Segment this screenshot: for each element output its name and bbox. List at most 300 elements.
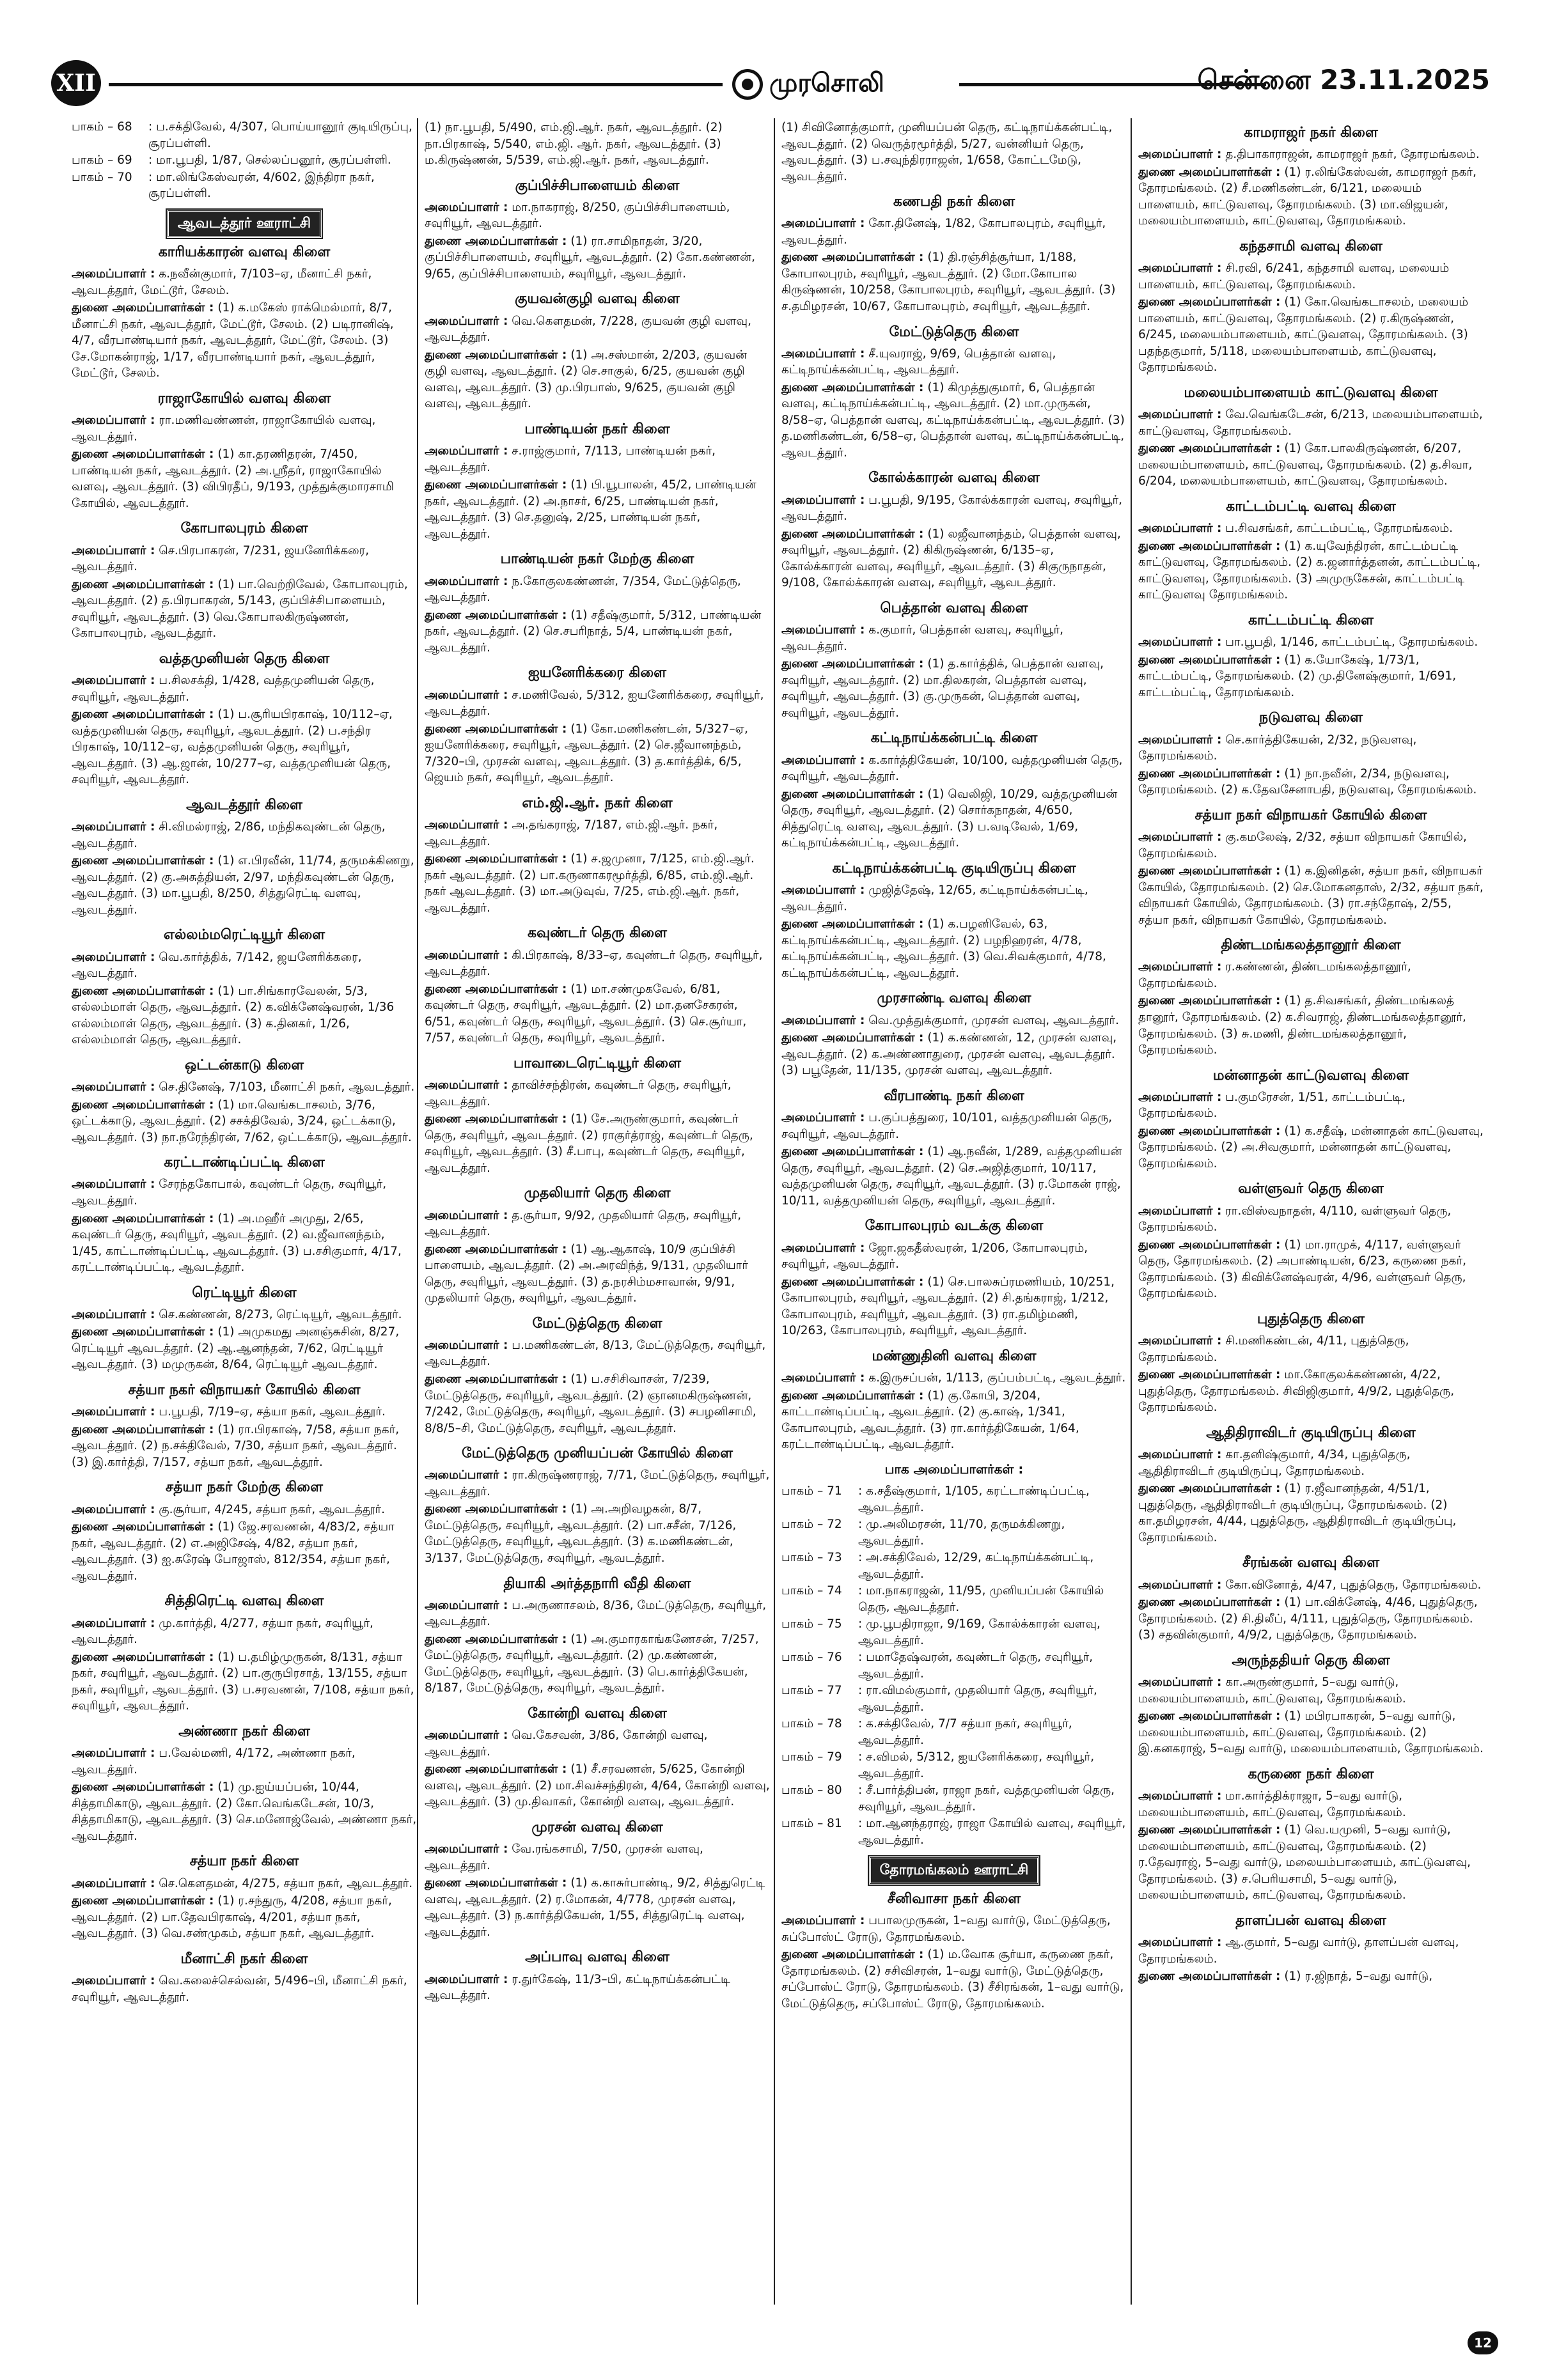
deputy-label: துணை அமைப்பாளர்கள் : [425, 1372, 567, 1386]
organizer-text: கா.தனிஷ்குமார், 4/34, புதுத்தெரு, ஆதிதிராவிடர் குடியிருப்பு, தோரமங்கலம். [1138, 1448, 1411, 1478]
deputy-label: துணை அமைப்பாளர்கள் : [425, 1632, 567, 1646]
branch-title: பாவாடைரெட்டியூர் கிளை [513, 1055, 681, 1071]
organizer-label: அமைப்பாளர் : [425, 1598, 508, 1612]
deputy-label: துணை அமைப்பாளர்கள் : [781, 251, 924, 265]
organizer-text: அ.தங்கராஜ், 7/187, எம்.ஜி.ஆர். நகர், ஆவடத்தூர். [425, 818, 718, 848]
deputy-label: துணை அமைப்பாளர்கள் : [72, 854, 214, 868]
deputy-organizers-entry [72, 446, 417, 511]
deputy-text: (1) க.சதீஷ், மன்னாதன் காட்டுவளவு, தோரமங்கலம். (2) அ.சிவகுமார், மன்னாதன் காட்டுவளவு, தோரமங்கலம். [1138, 1124, 1484, 1171]
organizer-entry [72, 949, 417, 982]
deputy-organizers-entry [72, 983, 417, 1048]
deputy-label: துணை அமைப்பாளர்கள் : [72, 1325, 214, 1339]
deputy-organizers-entry [72, 853, 417, 918]
deputy-text: (1) க.கண்ணன், 12, முரசன் வளவு, ஆவடத்தூர். (2) க.அண்ணாதுரை, முரசன் வளவு, ஆவடத்தூர். (3) பபூதேன், 11/135, முரசன் வளவு, ஆவடத்தூர். [781, 1031, 1117, 1078]
organizer-entry [781, 1913, 1127, 1945]
deputy-text: (1) ரா.பிரகாஷ், 7/58, சத்யா நகர், ஆவடத்தூர். (2) ந.சக்திவேல், 7/30, சத்யா நகர், ஆவடத்தூர். (3) இ.கார்த்தி, 7/157, சத்யா நகர், ஆவடத்தூர். [72, 1422, 400, 1469]
deputy-organizers-entry [72, 1097, 417, 1146]
organizer-text: செ.கெளதமன், 4/275, சத்யா நகர், ஆவடத்தூர். [159, 1876, 413, 1890]
organizer-entry [425, 1337, 770, 1370]
deputy-text: (1) ஆ.நவீன், 1/289, வத்தமுனியன் தெரு, சவுரியூர், ஆவடத்தூர். (2) செ.அஜித்குமார், 10/117, வத்தமுனியன் தெரு, சவுரியூர், ஆவடத்தூர். (3) ர.மோகன் ராஜ், 10/11, வத்தமுனியன் தெரு, சவுரியூர், ஆவடத்தூர். [781, 1145, 1122, 1208]
organizer-label: அமைப்பாளர் : [425, 1468, 508, 1482]
ward-entry [781, 1716, 1127, 1748]
deputy-text: (1) நா.பூபதி, 5/490, எம்.ஜி.ஆர். நகர், ஆவடத்தூர். (2) நா.பிரகாஷ், 5/540, எம்.ஜி. ஆர். நகர், ஆவடத்தூர். (3) ம.கிருஷ்ணன், 5/539, எம்.ஜி.ஆர். நகர், ஆவடத்தூர். [425, 121, 723, 167]
branch-title: வீரபாண்டி நகர் கிளை [884, 1087, 1024, 1104]
ward-number: பாகம் – 72 [781, 1518, 842, 1532]
branch-title: அண்ணா நகர் கிளை [178, 1723, 310, 1739]
deputy-organizers-entry [781, 1144, 1127, 1209]
organizer-label: அமைப்பாளர் : [1138, 1578, 1222, 1592]
deputy-label: துணை அமைப்பாளர்கள் : [72, 1211, 214, 1225]
branch-title: தியாகி அர்த்தநாரி வீதி கிளை [503, 1575, 691, 1592]
deputy-text: (1) ர.லிங்கேஸ்வன், காமராஜர் நகர், தோரமங்கலம். (2) சீ.மணிகண்டன், 6/121, மலையம் பாளையம், காட்டுவளவு, தோரமங்கலம். (3) மா.விஜயன், மலையம்பாளையம், காட்டுவளவு, தோரமங்கலம். [1138, 165, 1476, 228]
organizer-text: செ.கண்ணன், 8/273, ரெட்டியூர், ஆவடத்தூர். [159, 1307, 402, 1321]
deputy-organizers-entry [72, 1324, 417, 1373]
organizer-label: அமைப்பாளர் : [1138, 1676, 1222, 1690]
organizer-label: அமைப்பாளர் : [425, 200, 508, 214]
branch-title: மீனாட்சி நகர் கிளை [180, 1950, 308, 1967]
ward-number: பாகம் – 75 [781, 1617, 842, 1631]
deputy-organizers-entry [425, 607, 770, 657]
organizer-label: அமைப்பாளர் : [72, 1746, 155, 1761]
branch-title: வத்தமுனியன் தெரு கிளை [159, 650, 330, 667]
organizer-text: சேரந்தகோபால், கவுண்டர் தெரு, சவுரியூர், ஆவடத்தூர். [72, 1178, 387, 1208]
deputy-text: (1) க.இனிதன், சத்யா நகர், விநாயகர் கோயில், தோரமங்கலம். (2) செ.மோகனதாஸ், 2/32, சத்யா நகர், விநாயகர் கோயில், தோரமங்கலம். (3) ரா.சந்தோஷ், 2/55, சத்யா நகர், விநாயகர் கோயில், தோரமங்கலம். [1138, 864, 1484, 927]
deputy-organizers-entry [425, 851, 770, 916]
organizer-entry [781, 1370, 1127, 1387]
paper-name [732, 64, 950, 105]
organizer-label: அமைப்பாளர் : [72, 1616, 155, 1630]
branch-section [425, 1948, 770, 2003]
branch-section [425, 290, 770, 412]
deputy-text: (1) மா.ராமுக், 4/117, வள்ளுவர் தெரு, தோரமங்கலம். (2) அபாண்டியன், 6/23, கருணை நகர், தோரமங்கலம். (3) கிவிக்னேஷ்வரன், 4/96, வள்ளுவர் தெரு, தோரமங்கலம். [1138, 1238, 1467, 1301]
branch-title: கோல்க்காரன் வளவு கிளை [868, 470, 1040, 486]
branch-title: கட்டிநாய்க்கன்பட்டி குடியிருப்பு கிளை [832, 860, 1076, 876]
ward-number: பாகம் – 74 [781, 1584, 842, 1598]
organizer-entry [72, 1404, 417, 1420]
panchayat-banner-wrap [72, 210, 417, 238]
ward-entry [72, 169, 417, 202]
deputy-organizers-entry [781, 1388, 1127, 1453]
organizer-label: அமைப்பாளர் : [72, 1405, 155, 1419]
deputy-text: (1) அ.மஹீர் அமுது, 2/65, கவுண்டர் தெரு, சவுரியூர், ஆவடத்தூர். (2) வ.ஜீவானந்தம், 1/45, காட்டாண்டிப்பட்டி, ஆவடத்தூர். (3) ப.சசிகுமார், 4/17, கரட்டாண்டிப்பட்டி, ஆவடத்தூர். [72, 1211, 402, 1275]
branch-section [1138, 1066, 1484, 1172]
branch-section [1138, 237, 1484, 376]
branch-title: முரசன் வளவு கிளை [531, 1819, 663, 1835]
branch-section [1138, 123, 1484, 229]
organizer-text: க.இருசப்பன், 1/113, குப்பம்பட்டி, ஆவடத்தூர். [868, 1371, 1126, 1385]
ward-organizer: : ச.விமல், 5/312, ஐயனேரிக்கரை, சவுரியூர், ஆவடத்தூர். [858, 1750, 1095, 1780]
organizer-text: செ.தினேஷ், 7/103, மீனாட்சி நகர், ஆவடத்தூர். [159, 1080, 415, 1094]
branch-title: குப்பிச்சிபாளையம் கிளை [515, 177, 680, 194]
deputy-label: துணை அமைப்பாளர்கள் : [1138, 295, 1281, 309]
branch-title: கணபதி நகர் கிளை [893, 194, 1015, 210]
deputy-label: துணை அமைப்பாளர்கள் : [72, 301, 214, 315]
deputy-label: துணை அமைப்பாளர்கள் : [425, 1242, 567, 1256]
deputy-label: துணை அமைப்பாளர்கள் : [425, 982, 567, 996]
branch-section [72, 389, 417, 511]
organizer-label: அமைப்பாளர் : [72, 414, 155, 428]
ward-organizer: : மு.பூபதிராஜா, 9/169, கோல்க்காரன் வளவு, ஆவடத்தூர். [858, 1617, 1100, 1647]
organizer-text: வெ.கேசவன், 3/86, கோன்றி வளவு, ஆவடத்தூர். [425, 1729, 708, 1759]
organizer-text: பா.பூபதி, 1/146, காட்டம்பட்டி, தோரமங்கலம். [1225, 635, 1478, 649]
organizer-label: அமைப்பாளர் : [425, 444, 508, 458]
branch-title: ரெட்டியூர் கிளை [192, 1284, 297, 1301]
deputy-organizers-entry [1138, 1594, 1484, 1644]
ward-entry [781, 1649, 1127, 1682]
deputy-organizers-entry [425, 347, 770, 412]
deputy-organizers-entry [1138, 1123, 1484, 1172]
branch-section [72, 519, 417, 641]
deputy-text: (1) க.யுவேந்திரன், காட்டம்பட்டி காட்டுவளவு, தோரமங்கலம். (2) க.ஜனார்த்தனன், காட்டம்பட்டி, காட்டுவளவு, தோரமங்கலம். (3) அமுருகேசன், காட்டம்பட்டி காட்டுவளவு தோரமங்கலம். [1138, 539, 1481, 602]
organizer-entry [1138, 829, 1484, 862]
ward-organizer: : அ.சக்திவேல், 12/29, கட்டிநாய்க்கன்பட்டி, ஆவடத்தூர். [858, 1551, 1094, 1581]
organizer-entry [1138, 260, 1484, 293]
organizer-label: அமைப்பாளர் : [425, 314, 508, 328]
organizer-label: அமைப்பாளர் : [781, 493, 865, 507]
organizer-label: அமைப்பாளர் : [72, 950, 155, 964]
branch-section [72, 1056, 417, 1146]
branch-title: நடுவளவு கிளை [1258, 710, 1363, 726]
branch-title: முதலியார் தெரு கிளை [524, 1185, 671, 1202]
deputy-label: துணை அமைப்பாளர்கள் : [781, 1275, 924, 1289]
branch-title: காட்டம்பட்டி கிளை [1248, 612, 1374, 628]
ward-organizer: : மு.அலிமரசன், 11/70, தருமக்கிணறு, ஆவடத்தூர். [858, 1518, 1065, 1548]
organizer-entry [425, 1467, 770, 1500]
organizer-entry [425, 1208, 770, 1240]
branch-section [425, 664, 770, 786]
deputy-text: (1) த.சிவசங்கர், திண்டமங்கலத் தானூர், தோரமங்கலம். (2) க.சிவராஜ், திண்டமங்கலத்தானூர், தோரமங்கலம். (3) சு.மணி, திண்டமங்கலத்தானூர், தோரமங்கலம். [1138, 994, 1466, 1057]
organizer-text: ப.குமரேசன், 1/51, காட்டம்பட்டி, தோரமங்கலம். [1138, 1090, 1406, 1121]
deputy-organizers-entry [72, 1211, 417, 1276]
organizer-entry [72, 1307, 417, 1323]
organizer-label: அமைப்பாளர் : [1138, 408, 1222, 422]
organizer-text: வே.ரங்கசாமி, 7/50, முரசன் வளவு, ஆவடத்தூர். [425, 1842, 703, 1872]
organizer-label: அமைப்பாளர் : [425, 574, 508, 588]
deputy-organizers-entry [1138, 1367, 1484, 1416]
organizer-text: தாவிச்சந்திரன், கவுண்டர் தெரு, சவுரியூர், ஆவடத்தூர். [425, 1078, 732, 1108]
page-number: 12 [1468, 2331, 1498, 2354]
branch-title: பெத்தான் வளவு கிளை [880, 600, 1028, 616]
deputy-text: (1) க.யோகேஷ், 1/73/1, காட்டம்பட்டி, தோரமங்கலம். (2) மு.தினேஷ்குமார், 1/691, காட்டம்பட்டி, தோரமங்கலம். [1138, 653, 1457, 699]
organizer-text: மா.கார்த்திக்ராஜா, 5–வது வார்டு, மலையம்பாளையம், காட்டுவளவு, தோரமங்கலம். [1138, 1789, 1406, 1819]
organizer-entry [425, 687, 770, 720]
deputy-organizers-entry [425, 1501, 770, 1566]
organizer-label: அமைப்பாளர் : [1138, 1204, 1222, 1218]
organizer-text: சி.மணிகண்டன், 4/11, புதுத்தெரு, தோரமங்கலம். [1138, 1334, 1409, 1364]
organizer-label: அமைப்பாளர் : [781, 1013, 865, 1027]
organizer-entry [72, 1973, 417, 2005]
branch-title: முரசாண்டி வளவு கிளை [877, 990, 1031, 1007]
organizer-text: ந.கோகுலகண்ணன், 7/354, மேட்டுத்தெரு, ஆவடத்தூர். [425, 574, 741, 605]
organizer-entry [781, 622, 1127, 655]
organizer-entry [72, 1079, 417, 1096]
organizer-entry [781, 346, 1127, 378]
deputy-organizers-entry [425, 981, 770, 1046]
deputy-label: துணை அமைப்பாளர்கள் : [425, 1112, 567, 1126]
ward-entry [781, 1782, 1127, 1815]
organizer-text: செ.பிரபாகரன், 7/231, ஜயனேரிக்கரை, ஆவடத்தூர். [72, 543, 370, 574]
branch-section [72, 796, 417, 918]
deputy-organizers-entry [1138, 1708, 1484, 1757]
deputy-organizers-entry [781, 380, 1127, 462]
deputy-text: (1) அமுகமது அனஞ்சுசின், 8/27, ரெட்டியூர் ஆவடத்தூர். (2) ஆ.ஆனந்தன், 7/62, ரெட்டியூர் ஆவடத்தூர். (3) மமுருகன், 8/64, ரெட்டியூர் ஆவடத்தூர். [72, 1325, 400, 1372]
branch-title: ஐயனேரிக்கரை கிளை [528, 665, 666, 681]
deputy-text: (1) மபிரபாகரன், 5–வது வார்டு, மலையம்பாளையம், காட்டுவளவு, தோரமங்கலம். (2) இ.கனகராஜ், 5–வது வார்டு, மலையம்பாளையம், தோரமங்கலம். [1138, 1709, 1484, 1756]
ward-organizer: : சீ.பார்த்திபன், ராஜா நகர், வத்தமுனியன் தெரு, சவுரியூர், ஆவடத்தூர். [858, 1784, 1115, 1814]
branch-title: மேட்டுத்தெரு முனியப்பன் கோயில் கிளை [461, 1445, 733, 1462]
organizer-entry [1138, 1577, 1484, 1594]
branch-title: தாளப்பன் வளவு கிளை [1235, 1912, 1386, 1929]
deputy-organizers-entry [72, 577, 417, 642]
branch-section [425, 1575, 770, 1697]
organizer-text: மு.கார்த்தி, 4/277, சத்யா நகர், சவுரியூர், ஆவடத்தூர். [72, 1616, 373, 1647]
column-divider [417, 118, 418, 2305]
organizer-label: அமைப்பாளர் : [425, 1208, 508, 1222]
branch-title: ராஜாகோயில் வளவு கிளை [157, 390, 331, 407]
deputy-label: துணை அமைப்பாளர்கள் : [1138, 1709, 1281, 1723]
organizer-entry [1138, 1203, 1484, 1236]
organizer-label: அமைப்பாளர் : [1138, 1334, 1222, 1348]
branch-title: வள்ளுவர் தெரு கிளை [1238, 1181, 1384, 1197]
branch-section [781, 1347, 1127, 1453]
organizer-entry [781, 1013, 1127, 1029]
masthead-rule-left [109, 83, 723, 86]
organizer-label: அமைப்பாளர் : [72, 1974, 155, 1988]
ward-organizer: : க.சக்திவேல், 7/7 சத்யா நகர், சவுரியூர், ஆவடத்தூர். [858, 1717, 1072, 1747]
organizer-text: ப.பூபதி, 9/195, கோல்க்காரன் வளவு, சவுரியூர், ஆவடத்தூர். [781, 493, 1123, 524]
ward-entry [72, 119, 417, 152]
organizer-entry [425, 947, 770, 980]
deputy-label: துணை அமைப்பாளர்கள் : [425, 1762, 567, 1777]
organizer-entry [72, 543, 417, 575]
organizer-label: அமைப்பாளர் : [1138, 1090, 1222, 1104]
deputy-label: துணை அமைப்பாளர்கள் : [72, 708, 214, 722]
deputy-organizers-entry [781, 120, 1127, 185]
organizer-label: அமைப்பாளர் : [1138, 1789, 1222, 1803]
deputy-organizers-entry [425, 1875, 770, 1940]
organizer-entry [1138, 1674, 1484, 1707]
branch-section [425, 924, 770, 1046]
branch-section [72, 243, 417, 382]
deputy-label: துணை அமைப்பாளர்கள் : [72, 1650, 214, 1664]
organizer-label: அமைப்பாளர் : [1138, 1936, 1222, 1949]
branch-title: சத்யா நகர் விநாயகர் கோயில் கிளை [128, 1381, 361, 1398]
deputy-text: (1) கிமுத்துகுமார், 6, பெத்தான் வளவு, கட்டிநாய்க்கன்பட்டி, ஆவடத்தூர். (2) மா.முருகன், 8/58–ஏ, பெத்தான் வளவு, கட்டிநாய்க்கன்பட்டி, ஆவடத்தூர். (3) த.மணிகண்டன், 6/58–ஏ, பெத்தான் வளவு, கட்டிநாய்க்கன்பட்டி, ஆவடத்தூர். [781, 380, 1125, 460]
branch-title: திண்டமங்கலத்தானூர் கிளை [1221, 937, 1401, 954]
ward-organizer: : மா.நாகராஜன், 11/95, முனியப்பன் கோயில் தெரு, ஆவடத்தூர். [858, 1584, 1104, 1614]
deputy-organizers-entry [781, 786, 1127, 852]
organizer-entry [72, 1745, 417, 1778]
panchayat-banner: ஆவடத்தூர் ஊராட்சி [167, 210, 322, 238]
branch-title: கந்தசாமி வளவு கிளை [1239, 238, 1382, 254]
branch-section [1138, 1424, 1484, 1546]
branch-section [72, 1284, 417, 1373]
branch-section [781, 120, 1127, 185]
organizer-text: வே.வெங்கடேசன், 6/213, மலையம்பாளையம், காட்டுவளவு, தோரமங்கலம். [1138, 408, 1483, 438]
deputy-label: துணை அமைப்பாளர்கள் : [781, 380, 924, 394]
ward-number: பாகம் – 76 [781, 1651, 842, 1665]
organizer-entry [1138, 146, 1484, 163]
deputy-label: துணை அமைப்பாளர்கள் : [72, 984, 214, 998]
deputy-text: (1) நா.நவீன், 2/34, நடுவளவு, தோரமங்கலம். (2) க.தேவசேனாபதி, நடுவளவு, தோரமங்கலம். [1138, 766, 1477, 797]
deputy-text: (1) கு.கோபி, 3/204, காட்டாண்டிப்பட்டி, ஆவடத்தூர். (2) கு.காஷ், 1/341, கோபாலபுரம், ஆவடத்தூர். (3) ரா.கார்த்திகேயன், 1/64, கரட்டாண்டிப்பட்டி, ஆவடத்தூர். [781, 1388, 1079, 1452]
deputy-organizers-entry [1138, 1237, 1484, 1302]
branch-section [781, 989, 1127, 1078]
organizer-text: ப.மணிகண்டன், 8/13, மேட்டுத்தெரு, சவுரியூர், ஆவடத்தூர். [425, 1338, 766, 1369]
deputy-text: (1) க.மகேஸ் ராக்மெல்மார், 8/7, மீனாட்சி நகர், ஆவடத்தூர், மேட்டூர், சேலம். (2) படிரானிஷ், 4/7, வீரபாண்டியார் நகர், ஆவடத்தூர், மேட்டூர், சேலம். (3) சே.மோகன்ராஜ், 1/17, வீரபாண்டியார் நகர், ஆவடத்தூர், மேட்டூர், சேலம். [72, 301, 394, 380]
branch-section [425, 176, 770, 283]
branch-section [72, 926, 417, 1048]
deputy-label: துணை அமைப்பாளர்கள் : [1138, 1368, 1281, 1382]
panchayat-banner: தோரமங்கலம் ஊராட்சி [869, 1856, 1040, 1885]
ward-entry [781, 1516, 1127, 1549]
organizer-text: மா.நாகராஜ், 8/250, குப்பிச்சிபாளையம், சவுரியூர், ஆவடத்தூர். [425, 200, 730, 231]
deputy-organizers-entry [72, 1893, 417, 1942]
organizer-text: ர.கண்ணன், திண்டமங்கலத்தானூர், தோரமங்கலம். [1138, 960, 1411, 990]
panchayat-banner-wrap [781, 1856, 1127, 1885]
deputy-organizers-entry [1138, 440, 1484, 490]
ward-organizer: : க.சதீஷ்குமார், 1/105, கரட்டாண்டிப்பட்டி, ஆவடத்தூர். [858, 1484, 1090, 1514]
branch-title: அருந்ததியர் தெரு கிளை [1232, 1652, 1390, 1668]
organizer-text: பபாலமுருகன், 1–வது வார்டு, மேட்டுத்தெரு, சுப்போஸ்ட் ரோடு, தோரமங்கலம். [781, 1914, 1111, 1944]
deputy-text: (1) சிவினோத்குமார், முனியப்பன் தெரு, கட்டிநாய்க்கன்பட்டி, ஆவடத்தூர். (2) வெருத்ரமூர்த்தி, 5/27, வன்னியர் தெரு, ஆவடத்தூர். (3) ப.சவுந்திரராஜன், 1/658, கோட்டமேடு, ஆவடத்தூர். [781, 121, 1113, 183]
deputy-organizers-entry [425, 120, 770, 169]
branch-section [781, 859, 1127, 981]
branch-title: மன்னாதன் காட்டுவளவு கிளை [1212, 1067, 1409, 1084]
branch-title: சத்யா நகர் கிளை [189, 1853, 299, 1870]
deputy-label: துணை அமைப்பாளர்கள் : [1138, 864, 1281, 878]
organizer-entry [425, 1598, 770, 1630]
branch-section [1138, 1310, 1484, 1416]
organizer-text: க.நவீன்குமார், 7/103–ஏ, மீனாட்சி நகர், ஆவடத்தூர், மேட்டூர், சேலம். [72, 267, 372, 297]
organizer-entry [425, 443, 770, 476]
deputy-label: துணை அமைப்பாளர்கள் : [781, 657, 924, 671]
deputy-text: (1) ப.சசிசிவாசன், 7/239, மேட்டுத்தெரு, சவுரியூர், ஆவடத்தூர். (2) ஞானமகிருஷ்ணன், 7/242, மேட்டுத்தெரு, சவுரியூர், ஆவடத்தூர். (3) சபழனிசாமி, 8/8/5–சி, மேட்டுத்தெரு, சவுரியூர், ஆவடத்தூர். [425, 1372, 756, 1435]
deputy-text: (1) மா.வெங்கடாசலம், 3/76, ஒட்டக்காடு, ஆவடத்தூர். (2) சசக்திவேல், 3/24, ஒட்டக்காடு, ஆவடத்தூர். (3) நா.நரேந்திரன், 7/62, ஒட்டக்காடு, ஆவடத்தூர். [72, 1098, 412, 1144]
deputy-organizers-entry [425, 1241, 770, 1307]
branch-section [72, 1592, 417, 1714]
deputy-text: (1) அ.சஸ்மான், 2/203, குயவன் குழி வளவு, ஆவடத்தூர். (2) செ.சாகுல், 6/25, குயவன் குழி வளவு, ஆவடத்தூர். (3) மு.பிரபாஸ், 9/625, குயவன் குழி வளவு, ஆவடத்தூர். [425, 348, 748, 411]
organizer-label: அமைப்பாளர் : [781, 217, 865, 231]
ward-entry [781, 1583, 1127, 1615]
organizer-label: அமைப்பாளர் : [781, 1111, 865, 1125]
ward-organizer: : மா.பூபதி, 1/87, செல்லப்பனூர், சூரப்பள்ளி. [148, 153, 391, 167]
deputy-label: துணை அமைப்பாளர்கள் : [425, 234, 567, 248]
organizer-entry [1138, 959, 1484, 992]
deputy-text: (1) ப.தமிழ்முருகன், 8/131, சத்யா நகர், சவுரியூர், ஆவடத்தூர். (2) பா.குருபிரசாத், 13/155, சத்யா நகர், சவுரியூர், ஆவடத்தூர். (3) ப.சரவணன், 7/108, சத்யா நகர், சவுரியூர், ஆவடத்தூர். [72, 1650, 414, 1713]
deputy-label: துணை அமைப்பாளர்கள் : [425, 1876, 567, 1890]
organizer-label: அமைப்பாளர் : [1138, 733, 1222, 747]
branch-title: எல்லம்மரெட்டியூர் கிளை [163, 927, 325, 944]
branch-title: கோபாலபுரம் கிளை [180, 520, 308, 537]
deputy-text: (1) கா.தரணிதரன், 7/450, பாண்டியன் நகர், ஆவடத்தூர். (2) அ.ஸ்ரீதர், ராஜாகோயில் வளவு, ஆவடத்தூர். (3) விபிரதீப், 9/193, முத்துக்குமாரசாமி கோயில், ஆவடத்தூர். [72, 447, 394, 510]
branch-title: குயவன்குழி வளவு கிளை [515, 291, 680, 307]
deputy-text: (1) தி.ரஞ்சித்சூர்யா, 1/188, கோபாலபுரம், சவுரியூர், ஆவடத்தூர். (2) மோ.கோபால கிருஷ்ணன், 10/258, கோபாலபுரம், சவுரியூர், ஆவடத்தூர். (3) ச.தமிழரசன், 10/67, கோபாலபுரம், சவுரியூர், ஆவடத்தூர். [781, 251, 1116, 313]
organizer-text: வெ.முத்துக்குமார், முரசன் வளவு, ஆவடத்தூர். [868, 1013, 1119, 1027]
branch-title: ஒட்டன்காடு கிளை [184, 1057, 304, 1073]
deputy-organizers-entry [1138, 1822, 1484, 1904]
organizer-entry [425, 199, 770, 232]
deputy-label: துணை அமைப்பாளர்கள் : [72, 1894, 214, 1908]
deputy-text: (1) செ.பாலசுப்ரமணியம், 10/251, கோபாலபுரம், சவுரியூர், ஆவடத்தூர். (2) சி.தங்கராஜ், 1/212, கோபாலபுரம், சவுரியூர், ஆவடத்தூர். (3) ரா.தமிழ்மணி, 10/263, கோபாலபுரம், சவுரியூர், ஆவடத்தூர். [781, 1275, 1115, 1338]
ward-number: பாகம் – 70 [72, 170, 132, 184]
deputy-label: துணை அமைப்பாளர்கள் : [1138, 766, 1281, 781]
branch-section [1138, 384, 1484, 490]
organizer-entry [1138, 1447, 1484, 1479]
branch-section [425, 1314, 770, 1436]
deputy-text: (1) அ.அறிவழகன், 8/7, மேட்டுத்தெரு, சவுரியூர், ஆவடத்தூர். (2) பா.சசீன், 7/126, மேட்டுத்தெரு, சவுரியூர், ஆவடத்தூர். (3) க.மணிகண்டன், 3/137, மேட்டுத்தெரு, சவுரியூர், ஆவடத்தூர். [425, 1502, 737, 1565]
deputy-organizers-entry [72, 1519, 417, 1584]
deputy-text: (1) லஜீவானந்தம், பெத்தான் வளவு, சவுரியூர், ஆவடத்தூர். (2) கிகிருஷ்ணன், 6/135–ஏ, கோல்க்காரன் வளவு, சவுரியூர், ஆவடத்தூர். (3) சிகுருநாதன், 9/108, கோல்க்காரன் வளவு, சவுரியூர், ஆவடத்தூர். [781, 527, 1121, 590]
organizer-entry [425, 1727, 770, 1760]
deputy-label: துணை அமைப்பாளர்கள் : [1138, 1823, 1281, 1837]
deputy-label: துணை அமைப்பாளர்கள் : [1138, 442, 1281, 456]
deputy-organizers-entry [72, 300, 417, 382]
deputy-text: (1) பா.சிங்காரவேலன், 5/3, எல்லம்மாள் தெரு, ஆவடத்தூர். (2) க.விக்னேஷ்வரன், 1/36 எல்லம்மாள் தெரு, ஆவடத்தூர். (3) க.தினகர், 1/26, எல்லம்மாள் தெரு, ஆவடத்தூர். [72, 984, 395, 1047]
deputy-organizers-entry [425, 1761, 770, 1810]
deputy-label: துணை அமைப்பாளர்கள் : [72, 577, 214, 591]
deputy-organizers-entry [781, 1274, 1127, 1339]
organizer-label: அமைப்பாளர் : [781, 1371, 865, 1385]
deputy-label: துணை அமைப்பாளர்கள் : [1138, 994, 1281, 1008]
branch-section [425, 794, 770, 916]
branch-section [1138, 936, 1484, 1058]
deputy-label: துணை அமைப்பாளர்கள் : [1138, 1124, 1281, 1138]
branch-title: சீனிவாசா நகர் கிளை [887, 1890, 1021, 1907]
organizer-label: அமைப்பாளர் : [72, 1502, 155, 1516]
branch-title: சீரங்கன் வளவு கிளை [1242, 1555, 1380, 1571]
branch-title: சித்திரெட்டி வளவு கிளை [164, 1593, 324, 1610]
organizer-entry [1138, 1333, 1484, 1365]
branch-title: கவுண்டர் தெரு கிளை [528, 925, 667, 942]
deputy-organizers-entry [425, 1371, 770, 1436]
branch-section [781, 192, 1127, 315]
deputy-organizers-entry [781, 1947, 1127, 2012]
branch-title: கரட்டாண்டிப்பட்டி கிளை [164, 1155, 325, 1171]
deputy-organizers-entry [781, 249, 1127, 315]
branch-section [425, 420, 770, 542]
branch-title: புதுத்தெரு கிளை [1257, 1311, 1365, 1327]
deputy-label: துணை அமைப்பாளர்கள் : [72, 447, 214, 462]
deputy-organizers-entry [72, 1779, 417, 1844]
organizer-label: அமைப்பாளர் : [72, 820, 155, 834]
deputy-label: துணை அமைப்பாளர்கள் : [1138, 1596, 1281, 1610]
organizer-label: அமைப்பாளர் : [72, 267, 155, 281]
ward-entry [781, 1816, 1127, 1848]
deputy-label: துணை அமைப்பாளர்கள் : [425, 608, 567, 622]
ward-organizer: : பமாதேஷ்வரன், கவுண்டர் தெரு, சவுரியூர், ஆவடத்தூர். [858, 1651, 1093, 1681]
deputy-text: (1) கோ.பாலகிருஷ்ணன், 6/207, மலையம்பாளையம், காட்டுவளவு, தோரமங்கலம். (2) த.சிவா, 6/204, மலையம்பாளையம், காட்டுவளவு, தோரமங்கலம். [1138, 442, 1473, 488]
organizer-label: அமைப்பாளர் : [781, 753, 865, 767]
deputy-text: (1) பி.யூபாலன், 45/2, பாண்டியன் நகர், ஆவடத்தூர். (2) அ.நாசர், 6/25, பாண்டியன் நகர், ஆவடத்தூர். (3) செ.தனுஷ், 2/25, பாண்டியன் நகர், ஆவடத்தூர். [425, 478, 756, 541]
deputy-label: துணை அமைப்பாளர்கள் : [1138, 539, 1281, 553]
organizer-entry [72, 819, 417, 852]
organizer-text: ச.மணிவேல், 5/312, ஐயனேரிக்கரை, சவுரியூர், ஆவடத்தூர். [425, 688, 764, 719]
organizer-label: அமைப்பாளர் : [781, 1914, 865, 1928]
organizer-label: அமைப்பாளர் : [425, 1078, 508, 1093]
deputy-text: (1) சே.அருண்குமார், கவுண்டர் தெரு, சவுரியூர், ஆவடத்தூர். (2) ராகுர்த்ராஜ், கவுண்டர் தெரு, சவுரியூர், ஆவடத்தூர். (3) சீ.பாபு, கவுண்டர் தெரு, சவுரியூர், ஆவடத்தூர். [425, 1112, 753, 1175]
column-4 [1138, 118, 1484, 1993]
organizer-text: ப.பூபதி, 7/19–ஏ, சத்யா நகர், ஆவடத்தூர். [159, 1405, 386, 1419]
branch-title: ஆதிதிராவிடர் குடியிருப்பு கிளை [1206, 1424, 1416, 1441]
branch-section [72, 1478, 417, 1584]
deputy-text: (1) ஆ.ஆகாஷ், 10/9 குப்பிச்சி பாளையம், ஆவடத்தூர். (2) அ.அரவிந்த், 9/131, முதலியார் தெரு, சவுரியூர், ஆவடத்தூர். (3) த.நரசிம்மசாவான், 9/91, முதலியார் தெரு, சவுரியூர், ஆவடத்தூர். [425, 1242, 749, 1305]
organizer-text: க.கார்த்திகேயன், 10/100, வத்தமுனியன் தெரு, சவுரியூர், ஆவடத்தூர். [781, 753, 1123, 784]
organizer-label: அமைப்பாளர் : [781, 883, 865, 898]
city-date: சென்னை 23.11.2025 [1197, 64, 1490, 95]
branch-section [1138, 1911, 1484, 1985]
organizer-entry [781, 752, 1127, 785]
